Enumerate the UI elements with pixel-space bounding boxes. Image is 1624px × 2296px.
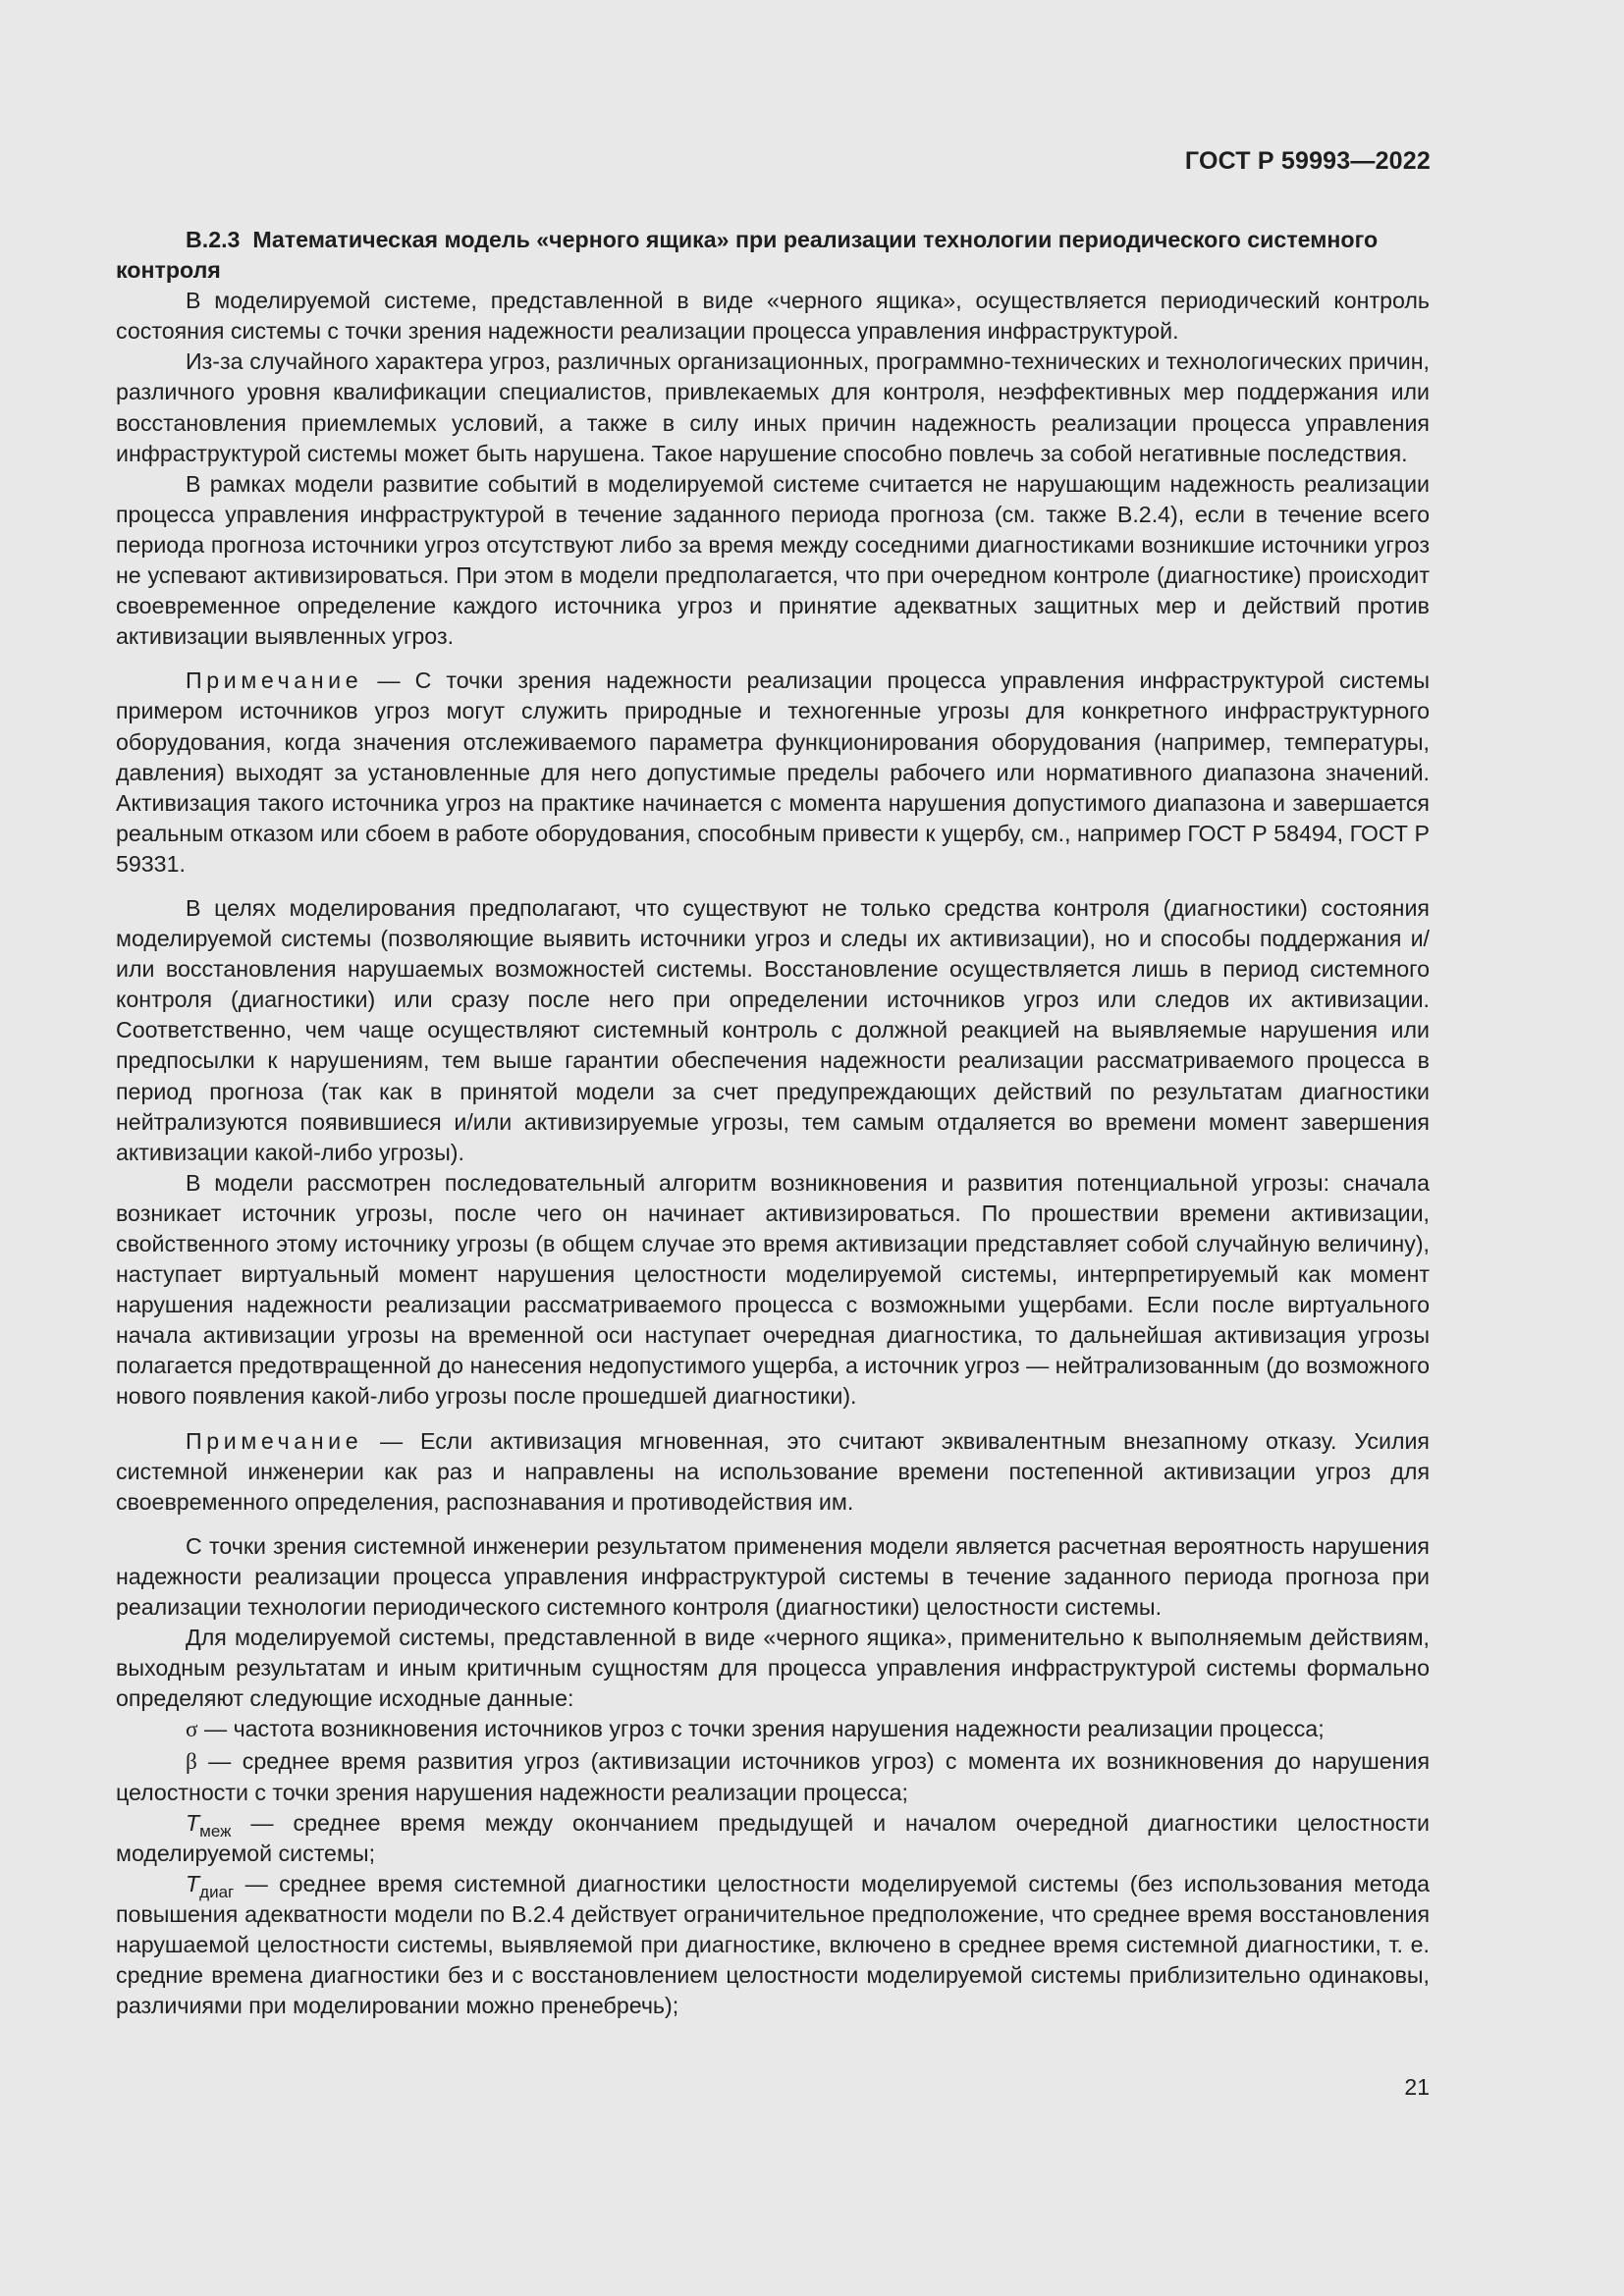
paragraph: Для моделируемой системы, представленной в виде «черного ящика», применительно к выполняемым действиям, выходным результатам и иным критичным сущностям для процесса управления инфраструктурой системы формально определяют следующие исходные данные:: [116, 1625, 1430, 1712]
note-label: Примечание: [186, 1427, 363, 1454]
definition-t-diag: [116, 1869, 1430, 2021]
definition-text: — среднее время системной диагностики целостности моделируемой системы (без использования метода повышения адекватности модели по В.2.4 действует ограничительное предположение, что среднее время восстановления нарушаемой целостности системы, выявляемой при диагностике, включено в среднее время системной диагностики, т. е. средние времена диагностики без и с восстановлением целостности моделируемой системы приблизительно одинаковы, различиями при моделировании можно пренебречь);: [116, 1870, 1430, 2019]
definition-sigma: [116, 1714, 1430, 1745]
definition-text: — частота возникновения источников угроз с точки зрения нарушения надежности реализации процесса;: [197, 1716, 1325, 1742]
note-label: Примечание: [186, 667, 363, 694]
paragraph: Из-за случайного характера угроз, различных организационных, программно-технических и технологических причин, различного уровня квалификации специалистов, привлекаемых для контроля, неэффективных мер поддержания или восстановления приемлемых условий, а также в силу иных причин надежность реализации процесса управления инфраструктурой системы может быть нарушена. Такое нарушение способно повлечь за собой негативные последствия.: [116, 348, 1430, 466]
note-text: — С точки зрения надежности реализации процесса управления инфраструктурой системы примером источников угроз могут служить природные и техногенные угрозы для конкретного инфраструктурного оборудования, когда значения отслеживаемого параметра функционирования оборудования (например, температуры, давления) выходят за установленные для него допустимые пределы рабочего или нормативного диапазона значений. Активизация такого источника угроз на практике начинается с момента нарушения допустимого диапазона и завершается реальным отказом или сбоем в работе оборудования, способным привести к ущербу, см., например ГОСТ Р 58494, ГОСТ Р 59331.: [116, 667, 1430, 877]
symbol-subscript: меж: [199, 1821, 232, 1841]
paragraph: В рамках модели развитие событий в моделируемой системе считается не нарушающим надежность реализации процесса управления инфраструктурой в течение заданного периода прогноза (см. также В.2.4), если в течение всего периода прогноза источники угроз отсутствуют либо за время между соседними диагностиками возникшие источники угроз не успевают активизироваться. При этом в модели предполагается, что при очередном контроле (диагностике) происходит своевременное определение каждого источника угроз и принятие адекватных защитных мер и действий против активизации выявленных угроз.: [116, 470, 1430, 650]
document-code: ГОСТ Р 59993—2022: [1184, 147, 1431, 175]
paragraph: В модели рассмотрен последовательный алгоритм возникновения и развития потенциальной угрозы: сначала возникает источник угрозы, после чего он начинает активизироваться. По прошествии времени активизации, свойственного этому источнику угрозы (в общем случае это время активизации представляет собой случайную величину), наступает виртуальный момент нарушения целостности моделируемой системы, интерпретируемый как момент нарушения надежности реализации рассматриваемого процесса с возможными ущербами. Если после виртуального начала активизации угрозы на временной оси наступает очередная диагностика, то дальнейшая активизация угрозы полагается предотвращенной до нанесения недопустимого ущерба, а источник угроз — нейтрализованным (до возможного нового появления какой-либо угрозы после прошедшей диагностики).: [116, 1169, 1430, 1410]
paragraph: В целях моделирования предполагают, что существуют не только средства контроля (диагностики) состояния моделируемой системы (позволяющие выявить источники угроз и следы их активизации), но и способы поддержания и/или восстановления нарушаемых возможностей системы. Восстановление осуществляется лишь в период системного контроля (диагностики) или сразу после него при определении источников угроз или следов их активизации. Соответственно, чем чаще осуществляют системный контроль с должной реакцией на выявляемые нарушения или предпосылки к нарушениям, тем выше гарантии обеспечения надежности реализации рассматриваемого процесса в период прогноза (так как в принятой модели за счет предупреждающих действий по результатам диагностики нейтрализуются появившиеся и/или активизируемые угрозы, тем самым отдаляется во времени момент завершения активизации какой-либо угрозы).: [116, 894, 1430, 1165]
page-number: 21: [1404, 2074, 1430, 2100]
section-heading: [116, 225, 1430, 286]
symbol-beta: β: [186, 1748, 197, 1775]
symbol-t: T: [186, 1870, 200, 1896]
symbol-sigma: σ: [186, 1717, 198, 1743]
section-title: Математическая модель «черного ящика» при реализации технологии периодического системного контроля: [116, 227, 1379, 284]
symbol-subscript: диаг: [199, 1882, 235, 1901]
paragraph: С точки зрения системной инженерии результатом применения модели является расчетная вероятность нарушения надежности реализации процесса управления инфраструктурой системы в течение заданного периода прогноза при реализации технологии периодического системного контроля (диагностики) целостности системы.: [116, 1532, 1430, 1621]
symbol-t: T: [186, 1809, 200, 1836]
definition-text: — среднее время развития угроз (активизации источников угроз) с момента их возникновения до нарушения целостности с точки зрения нарушения надежности реализации процесса;: [116, 1747, 1430, 1805]
page-content: [116, 225, 1430, 2021]
definition-beta: [116, 1746, 1430, 1808]
section-number: В.2.3: [186, 227, 241, 252]
paragraph: В моделируемой системе, представленной в виде «черного ящика», осуществляется периодический контроль состояния системы с точки зрения надежности реализации процесса управления инфраструктурой.: [116, 288, 1430, 345]
note: [116, 666, 1430, 880]
definition-text: — среднее время между окончанием предыдущей и началом очередной диагностики целостности моделируемой системы;: [116, 1809, 1430, 1866]
note: [116, 1426, 1430, 1518]
definition-t-mezh: [116, 1808, 1430, 1869]
note-text: — Если активизация мгновенная, это считают эквивалентным внезапному отказу. Усилия системной инженерии как раз и направлены на использование времени постепенной активизации угроз для своевременного определения, распознавания и противодействия им.: [116, 1427, 1430, 1515]
